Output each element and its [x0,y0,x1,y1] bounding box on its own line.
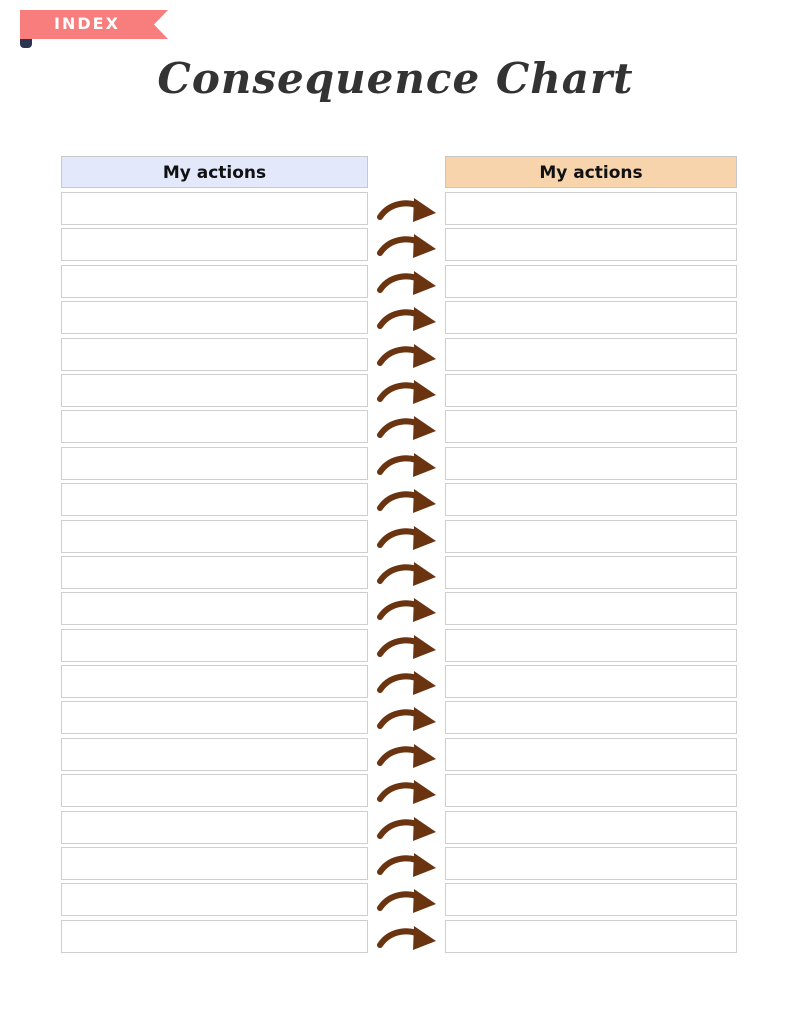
action-cell[interactable] [61,374,368,407]
consequence-cell[interactable] [445,265,737,298]
chart-row [0,738,791,774]
consequence-cell[interactable] [445,410,737,443]
action-cell[interactable] [61,629,368,662]
consequence-cell[interactable] [445,192,737,225]
consequence-cell[interactable] [445,701,737,734]
consequence-cell[interactable] [445,920,737,953]
consequence-cell[interactable] [445,738,737,771]
curved-arrow-right-icon [376,232,438,262]
consequence-cell[interactable] [445,520,737,553]
consequence-cell[interactable] [445,556,737,589]
chart-row [0,592,791,628]
chart-row [0,774,791,810]
action-cell[interactable] [61,301,368,334]
chart-row [0,629,791,665]
chart-rows [0,192,791,956]
action-cell[interactable] [61,847,368,880]
consequence-cell[interactable] [445,811,737,844]
consequence-cell[interactable] [445,483,737,516]
action-cell[interactable] [61,738,368,771]
action-cell[interactable] [61,920,368,953]
curved-arrow-right-icon [376,924,438,954]
action-cell[interactable] [61,192,368,225]
consequence-cell[interactable] [445,883,737,916]
consequence-cell[interactable] [445,665,737,698]
chart-row [0,701,791,737]
consequence-cell[interactable] [445,374,737,407]
action-cell[interactable] [61,447,368,480]
action-cell[interactable] [61,410,368,443]
chart-row [0,920,791,956]
curved-arrow-right-icon [376,342,438,372]
chart-row [0,301,791,337]
chart-row [0,847,791,883]
chart-row [0,665,791,701]
action-cell[interactable] [61,520,368,553]
consequence-cell[interactable] [445,301,737,334]
actions-column-header: My actions [61,156,368,188]
curved-arrow-right-icon [376,196,438,226]
curved-arrow-right-icon [376,887,438,917]
curved-arrow-right-icon [376,269,438,299]
consequence-cell[interactable] [445,592,737,625]
chart-row [0,883,791,919]
consequence-cell[interactable] [445,629,737,662]
chart-row [0,265,791,301]
chart-row [0,192,791,228]
chart-row [0,520,791,556]
consequence-cell[interactable] [445,338,737,371]
chart-row [0,228,791,264]
chart-row [0,556,791,592]
action-cell[interactable] [61,701,368,734]
curved-arrow-right-icon [376,596,438,626]
consequence-cell[interactable] [445,447,737,480]
curved-arrow-right-icon [376,305,438,335]
action-cell[interactable] [61,811,368,844]
curved-arrow-right-icon [376,414,438,444]
consequences-column-header: My actions [445,156,737,188]
chart-row [0,811,791,847]
curved-arrow-right-icon [376,742,438,772]
curved-arrow-right-icon [376,451,438,481]
action-cell[interactable] [61,228,368,261]
curved-arrow-right-icon [376,815,438,845]
curved-arrow-right-icon [376,378,438,408]
action-cell[interactable] [61,338,368,371]
action-cell[interactable] [61,592,368,625]
action-cell[interactable] [61,774,368,807]
curved-arrow-right-icon [376,778,438,808]
action-cell[interactable] [61,665,368,698]
consequence-cell[interactable] [445,774,737,807]
action-cell[interactable] [61,883,368,916]
action-cell[interactable] [61,483,368,516]
curved-arrow-right-icon [376,560,438,590]
consequence-cell[interactable] [445,228,737,261]
chart-row [0,338,791,374]
consequence-cell[interactable] [445,847,737,880]
action-cell[interactable] [61,556,368,589]
page-title: Consequence Chart [157,54,634,103]
curved-arrow-right-icon [376,487,438,517]
index-tab[interactable] [20,10,168,39]
curved-arrow-right-icon [376,705,438,735]
curved-arrow-right-icon [376,669,438,699]
action-cell[interactable] [61,265,368,298]
curved-arrow-right-icon [376,524,438,554]
index-label: INDEX [54,14,120,33]
chart-row [0,374,791,410]
chart-row [0,483,791,519]
curved-arrow-right-icon [376,633,438,663]
chart-row [0,410,791,446]
curved-arrow-right-icon [376,851,438,881]
chart-row [0,447,791,483]
